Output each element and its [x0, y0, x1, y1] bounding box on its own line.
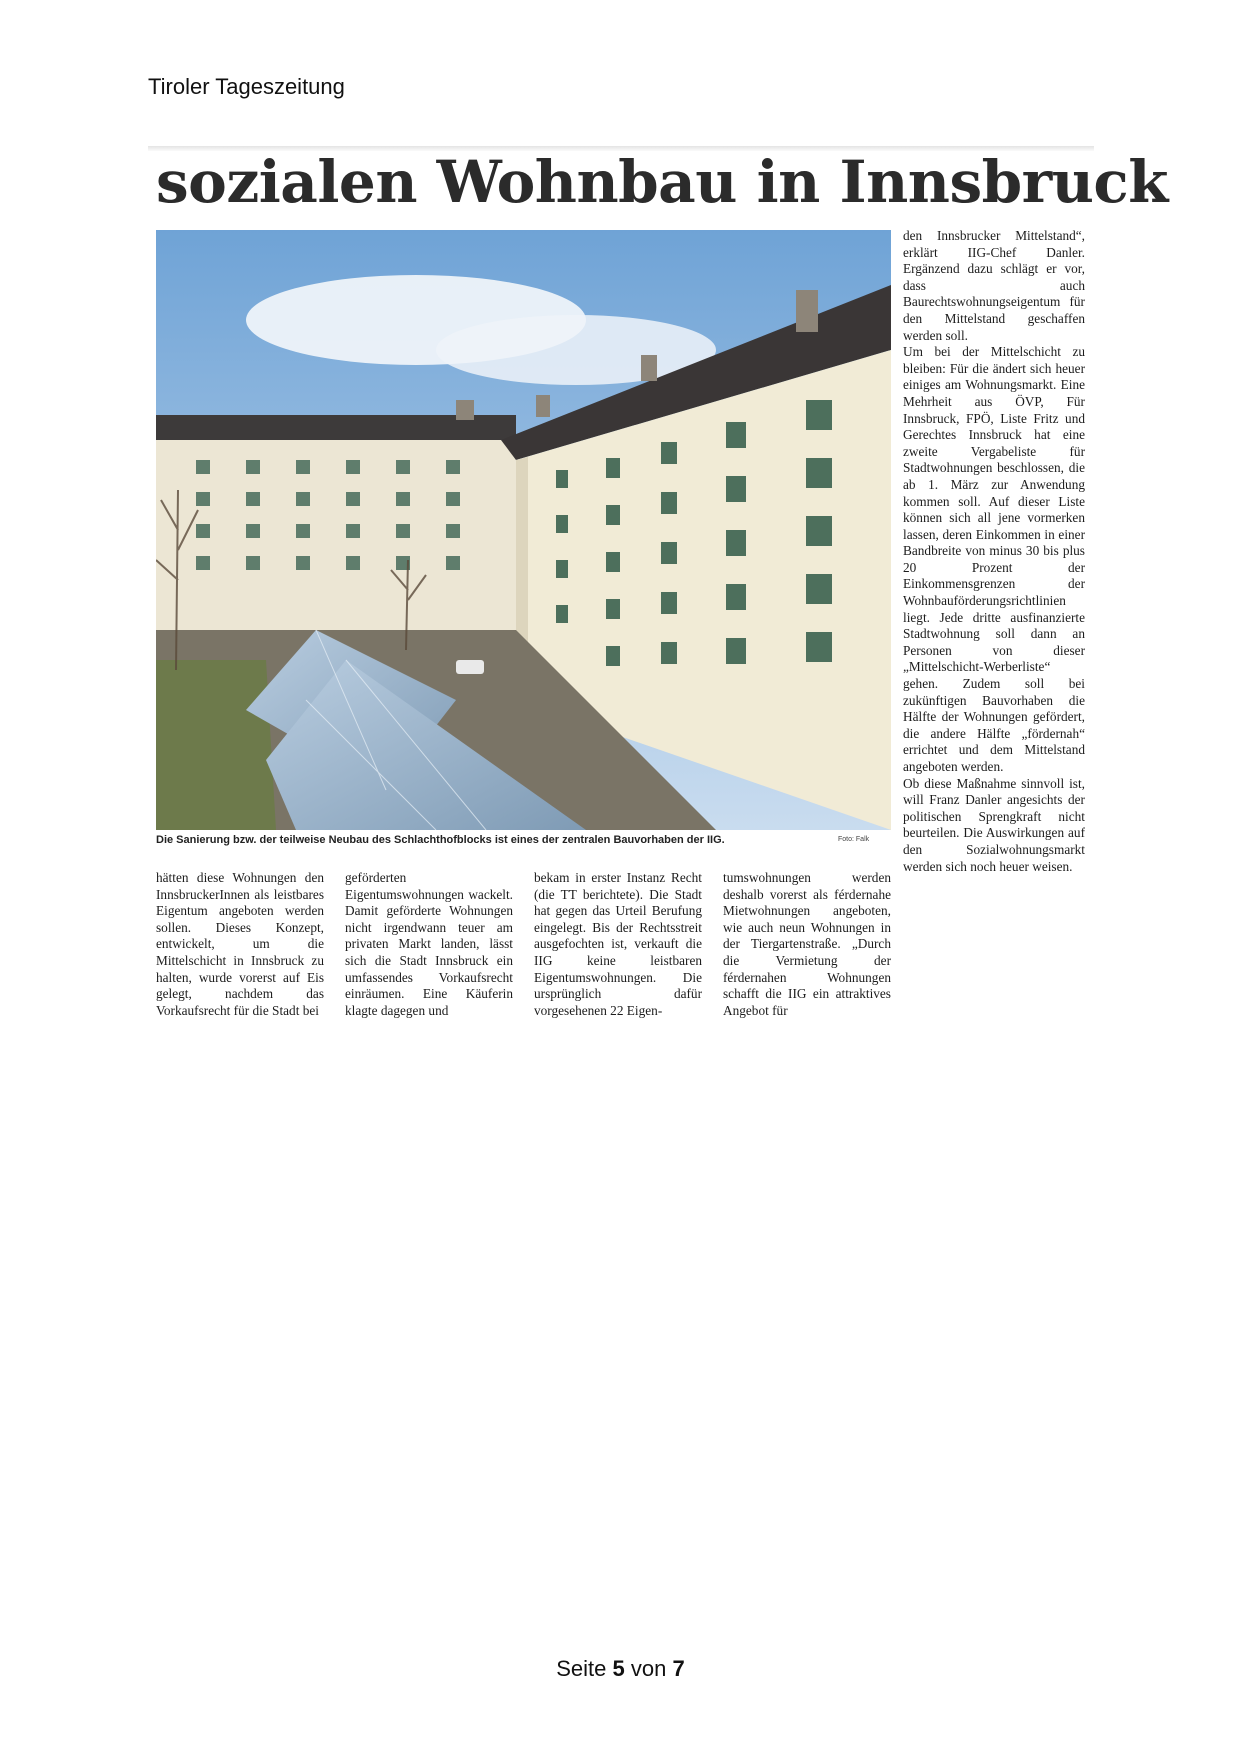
- photo-caption: Die Sanierung bzw. der teilweise Neubau des Schlachthofblocks ist eines der zentralen Bauvorhaben der IIG.: [156, 834, 725, 846]
- article-column-right: den Innsbrucker Mittelstand“, erklärt IIG-Chef Danler. Ergänzend dazu schlägt er vor, dass auch Baurechtswohnungseigentum für den Mittelstand geschaffen werden soll. Um bei der Mittelschicht zu bleiben: Für die ändert sich heuer einiges am Wohnungsmarkt. Eine Mehrheit aus ÖVP, Für Innsbruck, FPÖ, Liste Fritz und Gerechtes Innsbruck hat eine zweite Vergabeliste für Stadtwohnungen beschlossen, die ab 1. März zur Anwendung kommen soll. Auf dieser Liste können sich all jene vormerken lassen, deren Einkommen in einer Bandbreite von minus 30 bis plus 20 Prozent der Einkommensgrenzen der Wohnbauförderungsrichtlinien liegt. Jede dritte ausfinanzierte Stadtwohnung soll dann an Personen von dieser „Mittelschicht-Werberliste“ gehen. Zudem soll bei zukünftigen Bauvorhaben die Hälfte der Wohnungen gefördert, die andere Hälfte „fördernah“ errichtet und dem Mittelstand angeboten werden. Ob diese Maßnahme sinnvoll ist, will Franz Danler angesichts der politischen Sprengkraft nicht beurteilen. Die Auswirkungen auf den Sozialwohnungsmarkt werden sich noch heuer weisen.: [903, 228, 1085, 874]
- article-column-4: tumswohnungen werden deshalb vorerst als férdernahe Mietwohnungen angeboten, wie auch neun Wohnungen in der Tiergartenstraße. „Durch die Vermietung der férdernahen Wohnungen schafft die IIG ein attraktives Angebot für: [723, 870, 891, 1018]
- page-total: 7: [672, 1656, 685, 1681]
- page-current: 5: [612, 1656, 625, 1681]
- article-column-2: geförderten Eigentumswohnungen wackelt. Damit geförderte Wohnungen nicht irgendwann teuer am privaten Markt landen, lässt sich die Stadt Innsbruck ein umfassendes Vorkaufsrecht einräumen. Eine Käuferin klagte dagegen und: [345, 870, 513, 1018]
- page-separator: von: [630, 1656, 667, 1681]
- article-headline: sozialen Wohnbau in Innsbruck: [156, 148, 1168, 216]
- newspaper-clipping: [148, 146, 1168, 1040]
- publication-name: Tiroler Tageszeitung: [148, 74, 345, 99]
- article-column-1: hätten diese Wohnungen den InnsbruckerInnen als leistbares Eigentum angeboten werden sollen. Dieses Konzept, entwickelt, um die Mittelschicht in Innsbruck zu halten, wurde vorerst auf Eis gelegt, nachdem das Vorkaufsrecht für die Stadt bei: [156, 870, 324, 1018]
- page-label: Seite: [556, 1656, 607, 1681]
- courtyard-buildings-illustration: [156, 230, 891, 830]
- article-column-3: bekam in erster Instanz Recht (die TT berichtete). Die Stadt hat gegen das Urteil Berufung eingelegt. Bis der Rechtsstreit ausgefochten ist, verkauft die IIG keine leistbaren Eigentumswohnungen. Die ursprünglich dafür vorgesehenen 22 Eigen-: [534, 870, 702, 1018]
- article-photo: [156, 230, 891, 830]
- photo-credit: Foto: Falk: [838, 836, 870, 843]
- page-number: [0, 1656, 1241, 1682]
